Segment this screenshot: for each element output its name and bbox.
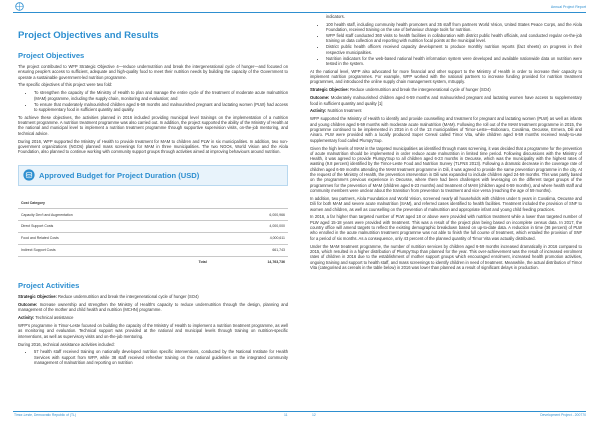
cost-value: 6,000,966 xyxy=(210,209,288,221)
capacity-list xyxy=(310,22,582,66)
right-activity xyxy=(310,108,582,113)
capacity-item: • 100 health staff, including community health promoters and 35 staff from partners World Vision, United States Peace Corps, and the Alola Foundation, received training on the use of behaviour change tools for nutrition. xyxy=(326,22,582,33)
table-row xyxy=(18,233,288,245)
objectives-heading: Project Objectives xyxy=(18,50,85,60)
objective-item: • To strengthen the capacity of the Ministry of Health to plan and manage the entire cycle of the treatment of moderate acute malnutrition (MAM) programme, including the supply chain, monitoring and evaluation; and xyxy=(34,90,288,101)
footer-page-left: 11 xyxy=(284,413,288,417)
right-strategic xyxy=(310,87,582,92)
table-header-cell: Cost Category xyxy=(18,198,210,209)
right-paragraph: At the national level, WFP also advocated for more financial and other support to the Ministry of Health in order to increase their capacity to implement nutrition programmes. For example, WFP worked with the national partners to increase funding provided for nutrition treatment programmes, and introduced the online supply chain management system, mSupply. xyxy=(310,68,582,85)
continued-text: indicators. xyxy=(326,14,345,19)
label: Activity: xyxy=(18,315,35,321)
header-report-title: Annual Project Report xyxy=(550,5,586,9)
activities-paragraph: WFP's programme in Timor-Leste focused on building the capacity of the Ministry of Health to implement a nutrition treatment programme, as well as monitoring and evaluation. Technical support was provided at the national and municipal levels through training on nutrition-specific interventions, as well as supervisory visits and on-the-job mentoring. xyxy=(18,322,288,339)
objectives-intro: The project contributed to WFP Strategic Objective 4—reduce undernutrition and break the intergenerational cycle of hunger—and focused on ensuring people's access to sufficient, adequate and high-quality food to meet their nutrition needs by building the capacity of the Government to operate a sustainable government-led nutrition programme. xyxy=(18,63,288,80)
cost-category: Capacity Dev't and Augmentation xyxy=(18,209,210,221)
total-label: Total xyxy=(198,259,207,264)
right-paragraph: In 2016, a far higher than targeted number of PLW aged 18 or above were provided with nutrition treatment while a lower than targeted number of PLW aged 15-18 years were provided with treatment. This was a result of the project plan being based on incomplete census data. In 2017, the country office will amend targets to reflect the existing demographic breakdown based on up-to-date data. A reduction in time (36 percent) of PLW who enrolled in the acute malnutrition treatment programme was not able to finish the full course of treatment, which entailed the provision of SNF for a period of six months. As a consequence, only 43 percent of the planned quantity of Timor Vita was actually distributed. xyxy=(310,214,582,241)
value: Technical assistance xyxy=(35,315,74,321)
label: Outcome: xyxy=(18,301,38,307)
activities-list xyxy=(18,349,288,365)
budget-table xyxy=(18,198,288,268)
capacity-item: • Nutrition indicators for the web-based national health information system were developed and available nationwide data on nutrition were tested in the system. xyxy=(326,56,582,67)
cost-category: Indirect Support Costs xyxy=(18,244,210,256)
value: Nutrition treatment xyxy=(327,108,362,114)
activities-paragraph: During 2016, technical assistance activities included: xyxy=(18,341,115,347)
table-row xyxy=(18,244,288,256)
right-paragraph: Under the MAM treatment programme, the number of nutrition services by children aged 6-59 months increased dramatically in 2016 compared to 2015, which resulted in a higher distribution of Plumpy'Sup than planned for the year. This over-achievement was the result of increased enrolment rates of children in 2016 due to the establishment of mother support groups which encouraged enrolment, increased health promotion activities, ongoing training and support to health staff, and mass screenings to identify children in need of treatment. Meanwhile, the actual distribution of Timor Vita (categorised as cereals in the table below) in 2016 was lower than planned as a result of significant delays in production. xyxy=(310,243,582,270)
objectives-paragraph: To achieve these objectives, the activities planned in 2016 included providing municipal level trainings on the implementation of a nutrition treatment programme. A nutrition treatment programme was also carried out. In addition, the project supported the ability of the Ministry of Health at the national and municipal level to implement a nutrition treatment programme through supportive supervision visits, on-the-job mentoring, and technical advice. xyxy=(18,114,288,136)
label: Strategic Objective: xyxy=(18,293,57,299)
activities-heading: Project Activities xyxy=(18,280,80,290)
value: Reduce undernutrition and break the intergenerational cycle of hunger (SO4) xyxy=(58,293,199,299)
cost-category: Food and Related Costs xyxy=(18,233,210,245)
label: Activity: xyxy=(310,108,327,114)
activities-outcome xyxy=(18,302,288,313)
right-paragraph: In addition, two partners, Alola Foundation and World Vision, screened nearly all households with children under 5 years in Covalima, Oecusse and Dili for both MAM and severe acute malnutrition (SAM), and referred cases identified to health facilities. Treatment included the provision of SNF to women and children, as well as counselling on the prevention of malnutrition and appropriate infant and young child feeding practices. xyxy=(310,195,582,212)
value: Moderately malnourished children aged 6-59 months and malnourished pregnant and lactating women have access to supplementary food in sufficient quantity and quality [1] xyxy=(310,95,582,106)
left-column xyxy=(18,16,288,368)
budget-banner xyxy=(18,165,288,186)
footer-rule xyxy=(13,411,586,412)
footer-right: Development Project - 200770 xyxy=(540,413,586,417)
objective-item: • To ensure that moderately malnourished children aged 6-59 months and malnourished pregnant and lactating women (PLW) had access to supplementary food in sufficient quantity and quality. xyxy=(34,102,288,113)
capacity-item: • WFP field staff conducted 360 visits to health facilities in collaboration with district public health officials, and conducted regular on-the-job training on data collection and reporting with nutrition focal points at the municipal level. xyxy=(326,33,582,44)
budget-title: Approved Budget for Project Duration (USD) xyxy=(39,170,200,180)
table-row xyxy=(18,221,288,233)
right-outcome xyxy=(310,95,582,106)
right-paragraph: WFP supported the Ministry of Health to identify and provide counselling and treatment for pregnant and lactating women (PLW) as well as infants and young children aged 6-59 months with moderate acute malnutrition (MAM). Following the roll out of the MAM treatment programme in 2015, the programme continued to be implemented in 2016 in 6 of the 13 municipalities of Timor-Leste—Bobonaro, Covalima, Oecusse, Ermera, Dili and Ainaro. PLW were provided with a locally produced Super Cereal called Timor Vita, while children aged 6-59 months received ready-to-use supplementary food called Plumpy'Sup. xyxy=(310,116,582,143)
table-row xyxy=(18,209,288,221)
objectives-paragraph: During 2016, WFP supported the Ministry of Health to provide treatment for MAM to children and PLW in six municipalities. In addition, two non-government organizations (NGOs) planned mass screenings for MAM in three municipalities. The two NGOs, World Vision and the Alola Foundation, also planned to continue working with community support groups through activities aimed at improving behaviours around nutrition. xyxy=(18,138,288,155)
cost-category: Direct Support Costs xyxy=(18,221,210,233)
total-value: 14,763,736 xyxy=(267,259,285,264)
footer-left: Timor-Leste, Democratic Republic of (TL) xyxy=(14,413,77,417)
objectives-list xyxy=(18,90,288,112)
page-title: Project Objectives and Results xyxy=(18,30,159,41)
cost-value: 4,000,611 xyxy=(210,233,288,245)
table-header-row xyxy=(18,198,288,209)
coins-icon xyxy=(23,169,35,181)
wfp-logo-icon xyxy=(13,2,26,11)
right-column xyxy=(310,14,582,273)
activity-item: • 57 health staff received training on nationally developed nutrition specific interventions, conducted by the National Institute for Health Services with support from WFP, while 38 staff received refresher training on the national guidelines on the integrated community management of malnutrition and reporting on nutrition xyxy=(34,349,288,365)
capacity-item: • District public health officers received capacity development to produce monthly nutrition reports (fact sheets) on progress in their respective municipalities. xyxy=(326,44,582,55)
label: Outcome: xyxy=(310,95,330,101)
activities-strategic xyxy=(18,294,288,299)
cost-value: 4,000,000 xyxy=(210,221,288,233)
footer-page-right: 12 xyxy=(312,413,316,417)
value: Reduce undernutrition and break the intergenerational cycle of hunger (SO4) xyxy=(350,87,491,93)
right-paragraph: Given the high levels of MAM in the targeted municipalities as identified through mass screening, it was decided that a programme for the prevention of acute malnutrition should be implemented in order reduce acute malnutrition in limited time period. Following discussions with the Ministry of Health, it was agreed to provide Plumpy'Sup to all children aged 6-23 months in Oecusse, which was the municipality with the highest rates of wasting (9.8 percent) identified by the Timor-Leste Food and Nutrition Survey (TLFNS 2013). Following a dramatic decrease in the coverage rate of children aged 6-59 months attending the MAM treatment programme in Dili, it was agreed to provide the same prevention programme in the city. At the request of the Ministry of Health, the prevention intervention in Dili was expanded to include children aged 24-59 months. This was partly based on the programme's previous experience in Oecusse, where there had been challenges with leveraging on the different target groups of the programmes for the prevention of MAM (children aged 6-23 months) and treatment of MAM (children aged 6-59 months), and where health staff and community members were unclear about the transition from prevention to treatment and vice versa (reaching the age of 59 months). xyxy=(310,145,582,193)
activities-activity xyxy=(18,315,288,320)
table-total-row xyxy=(18,256,288,267)
objectives-lead: The specific objectives of this project were two fold: xyxy=(18,82,113,88)
value: Increase ownership and strengthen the Ministry of Health's capacity to reduce undernutrition through the design, planning and management of the mother and child health and nutrition (MCHN) programme. xyxy=(18,301,289,313)
label: Strategic Objective: xyxy=(310,87,349,93)
header-rule xyxy=(13,12,586,13)
cost-value: 661,743 xyxy=(210,244,288,256)
